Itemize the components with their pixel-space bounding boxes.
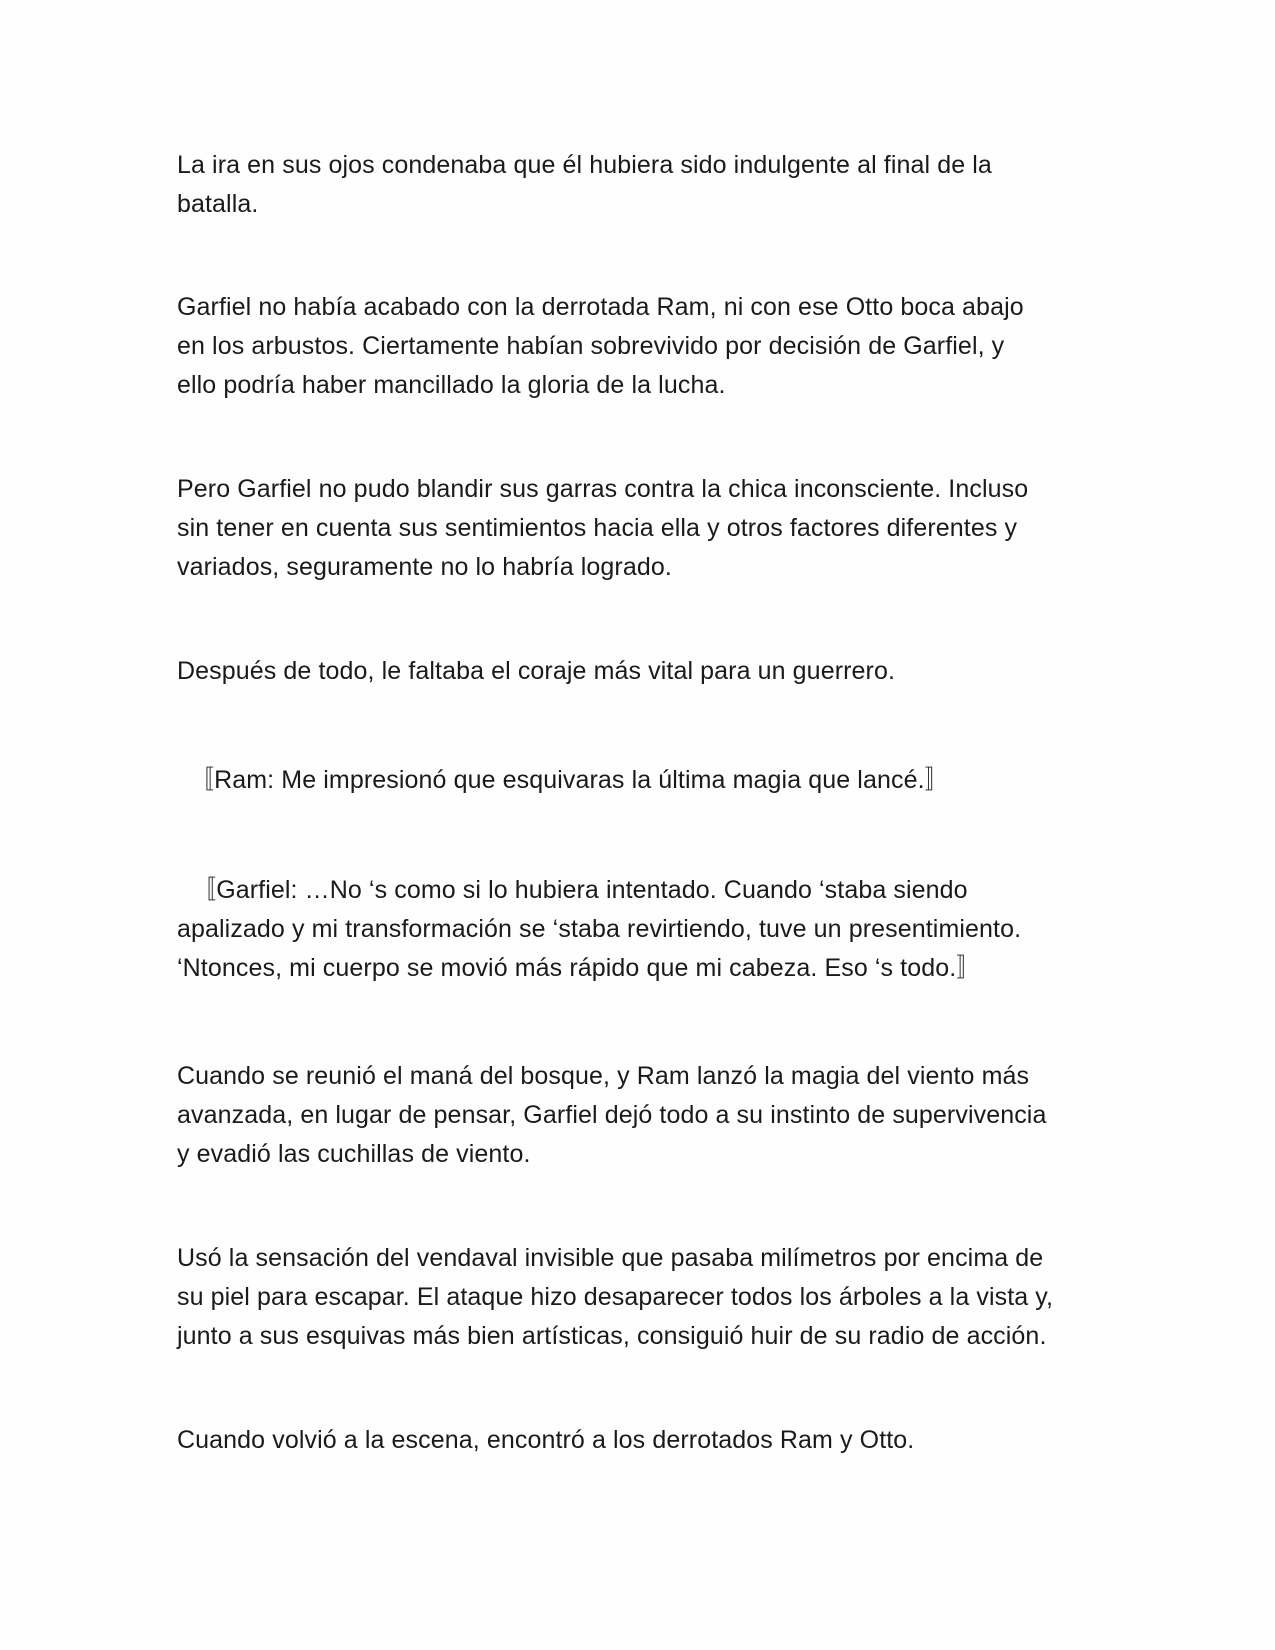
paragraph-2: Garfiel no había acabado con la derrotada Ram, ni con ese Otto boca abajo en los arbustos. Ciertamente habían sobrevivido por decisión de Garfiel, y ello podría haber mancillado la gloria de la lucha. [177,293,1024,399]
paragraph-4: Después de todo, le faltaba el coraje más vital para un guerrero. [177,657,896,685]
paragraph-5: Cuando se reunió el maná del bosque, y Ram lanzó la magia del viento más avanzada, en lugar de pensar, Garfiel dejó todo a su instinto de supervivencia y evadió las cuchillas de viento. [177,1062,1047,1168]
dialogue-garfiel: 〚Garfiel: …No ‘s como si lo hubiera intentado. Cuando ‘staba siendo apalizado y mi transformación se ‘staba revirtiendo, tuve un presentimiento. ‘Ntonces, mi cuerpo se movió más rápido que mi cabeza. Eso ‘s todo.〛 [177,876,1022,982]
paragraph-7: Cuando volvió a la escena, encontró a los derrotados Ram y Otto. [177,1426,915,1454]
paragraph-6: Usó la sensación del vendaval invisible que pasaba milímetros por encima de su piel para escapar. El ataque hizo desaparecer todos los árboles a la vista y, junto a sus esquivas más bien artísticas, consiguió huir de su radio de acción. [177,1244,1054,1350]
paragraph-1: La ira en sus ojos condenaba que él hubiera sido indulgente al final de la batalla. [177,151,992,218]
paragraph-3: Pero Garfiel no pudo blandir sus garras contra la chica inconsciente. Incluso sin tener en cuenta sus sentimientos hacia ella y otros factores diferentes y variados, seguramente no lo habría logrado. [177,475,1029,581]
dialogue-ram: 〚Ram: Me impresionó que esquivaras la última magia que lancé.〛 [189,766,950,794]
